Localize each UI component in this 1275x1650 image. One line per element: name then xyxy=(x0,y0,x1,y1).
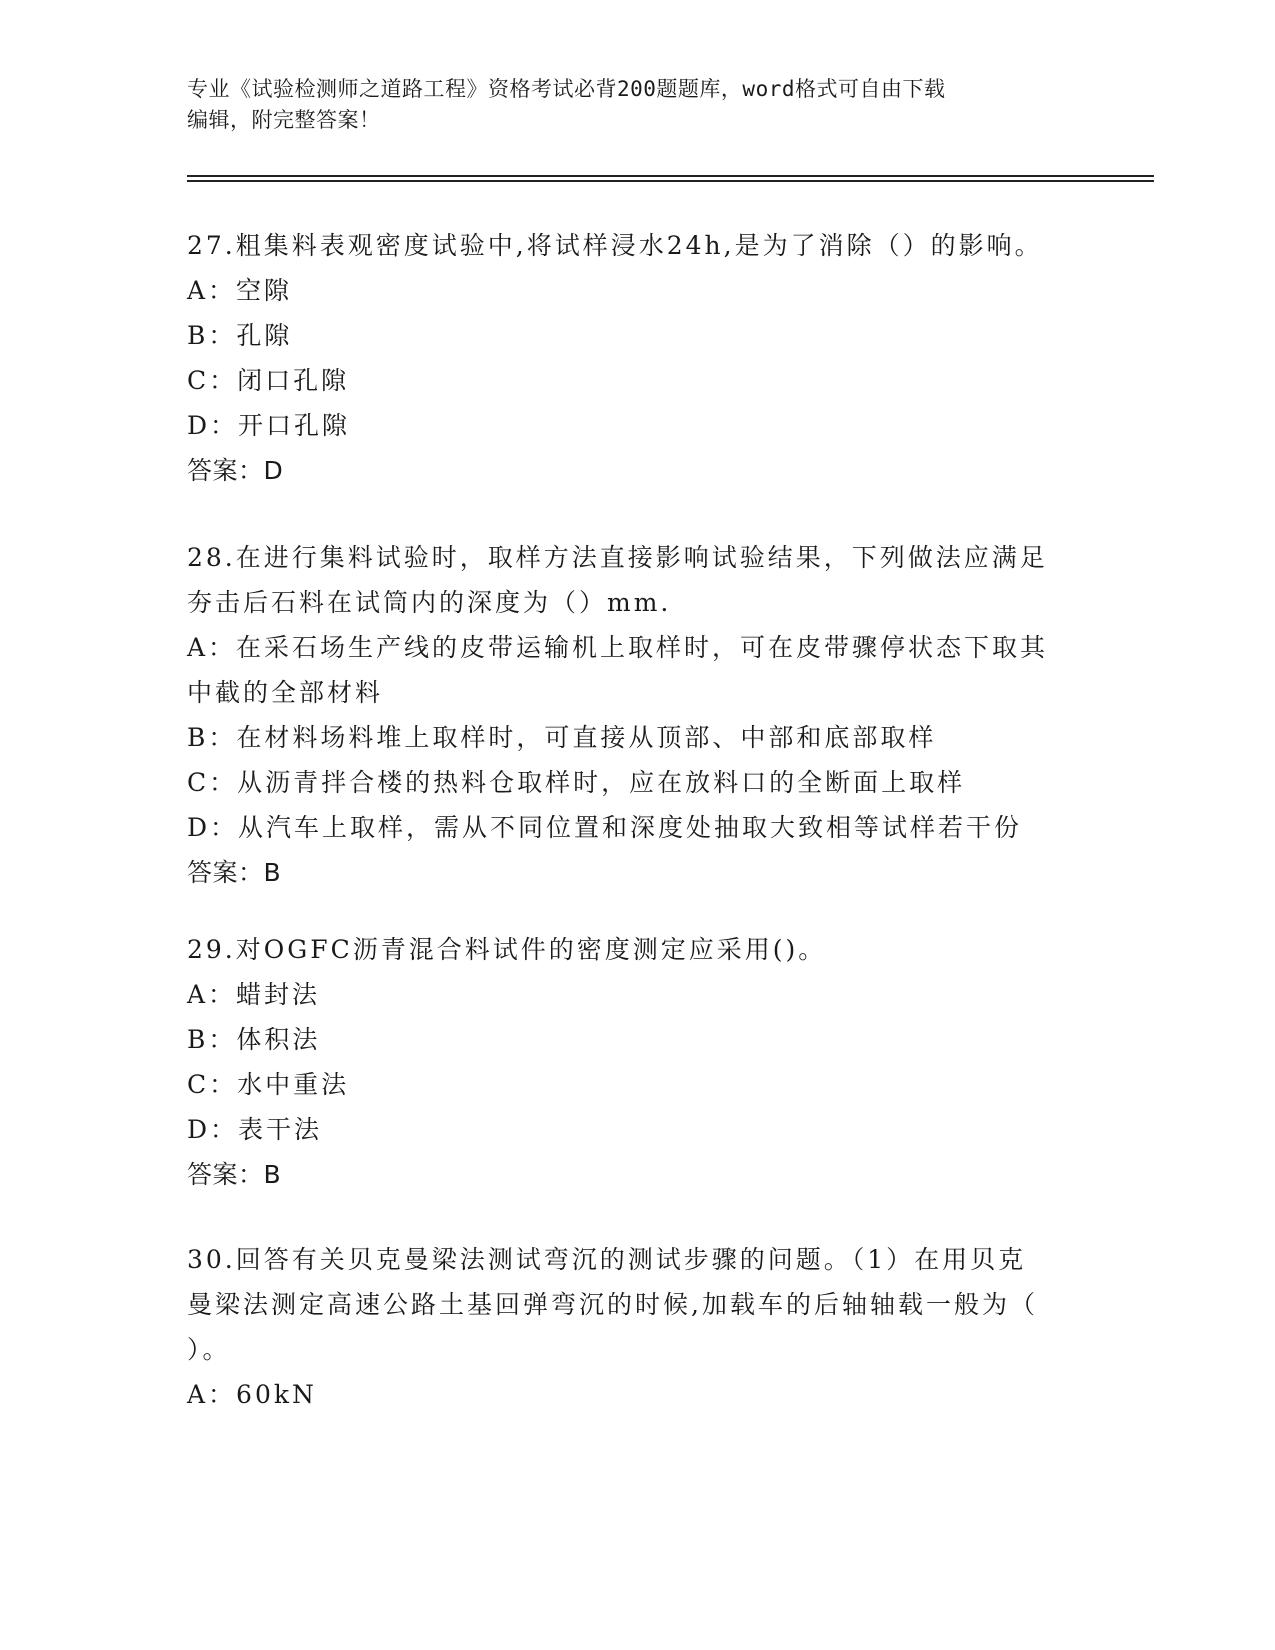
option-a: A：空隙 xyxy=(187,276,293,305)
option-a: A：60kN xyxy=(187,1380,317,1409)
question-stem: 29.对OGFC沥青混合料试件的密度测定应采用()。 xyxy=(187,935,827,964)
question-stem-line-1: 28.在进行集料试验时，取样方法直接影响试验结果，下列做法应满足 xyxy=(187,543,1048,572)
question-stem-line-1: 30.回答有关贝克曼梁法测试弯沉的测试步骤的问题。（1）在用贝克 xyxy=(187,1245,1027,1274)
answer-line: 答案：B xyxy=(187,1160,282,1189)
question-stem-line-2: 曼梁法测定高速公路土基回弹弯沉的时候,加载车的后轴轴载一般为（ xyxy=(187,1290,1038,1319)
option-a: A：蜡封法 xyxy=(187,980,321,1009)
header-line-1: 专业《试验检测师之道路工程》资格考试必背200题题库，word格式可自由下载 xyxy=(187,77,946,101)
question-27 xyxy=(187,223,1087,493)
option-c: C：闭口孔隙 xyxy=(187,366,350,395)
question-stem-line-2: 夯击后石料在试筒内的深度为（）mm. xyxy=(187,588,672,617)
answer-line: 答案：D xyxy=(187,456,284,485)
option-d: D：表干法 xyxy=(187,1115,323,1144)
option-a-line-2: 中截的全部材料 xyxy=(187,678,384,707)
question-28 xyxy=(187,535,1087,895)
option-b: B：体积法 xyxy=(187,1025,321,1054)
header-divider-top xyxy=(187,175,1154,177)
option-b: B：孔隙 xyxy=(187,321,293,350)
option-b: B：在材料场料堆上取样时，可直接从顶部、中部和底部取样 xyxy=(187,723,937,752)
option-c: C：水中重法 xyxy=(187,1070,350,1099)
option-c: C：从沥青拌合楼的热料仓取样时，应在放料口的全断面上取样 xyxy=(187,768,966,797)
question-30 xyxy=(187,1237,1087,1417)
document-header xyxy=(187,74,1067,136)
answer-line: 答案：B xyxy=(187,858,282,887)
option-a-line-1: A：在采石场生产线的皮带运输机上取样时，可在皮带骤停状态下取其 xyxy=(187,633,1049,662)
header-divider-bottom xyxy=(187,180,1154,182)
question-stem-line-3: ）。 xyxy=(187,1335,231,1364)
header-line-2: 编辑，附完整答案！ xyxy=(187,108,381,132)
option-d: D：从汽车上取样，需从不同位置和深度处抽取大致相等试样若干份 xyxy=(187,813,1023,842)
option-d: D：开口孔隙 xyxy=(187,411,351,440)
question-29 xyxy=(187,927,1087,1197)
question-stem: 27.粗集料表观密度试验中,将试样浸水24h,是为了消除（）的影响。 xyxy=(187,231,1043,260)
